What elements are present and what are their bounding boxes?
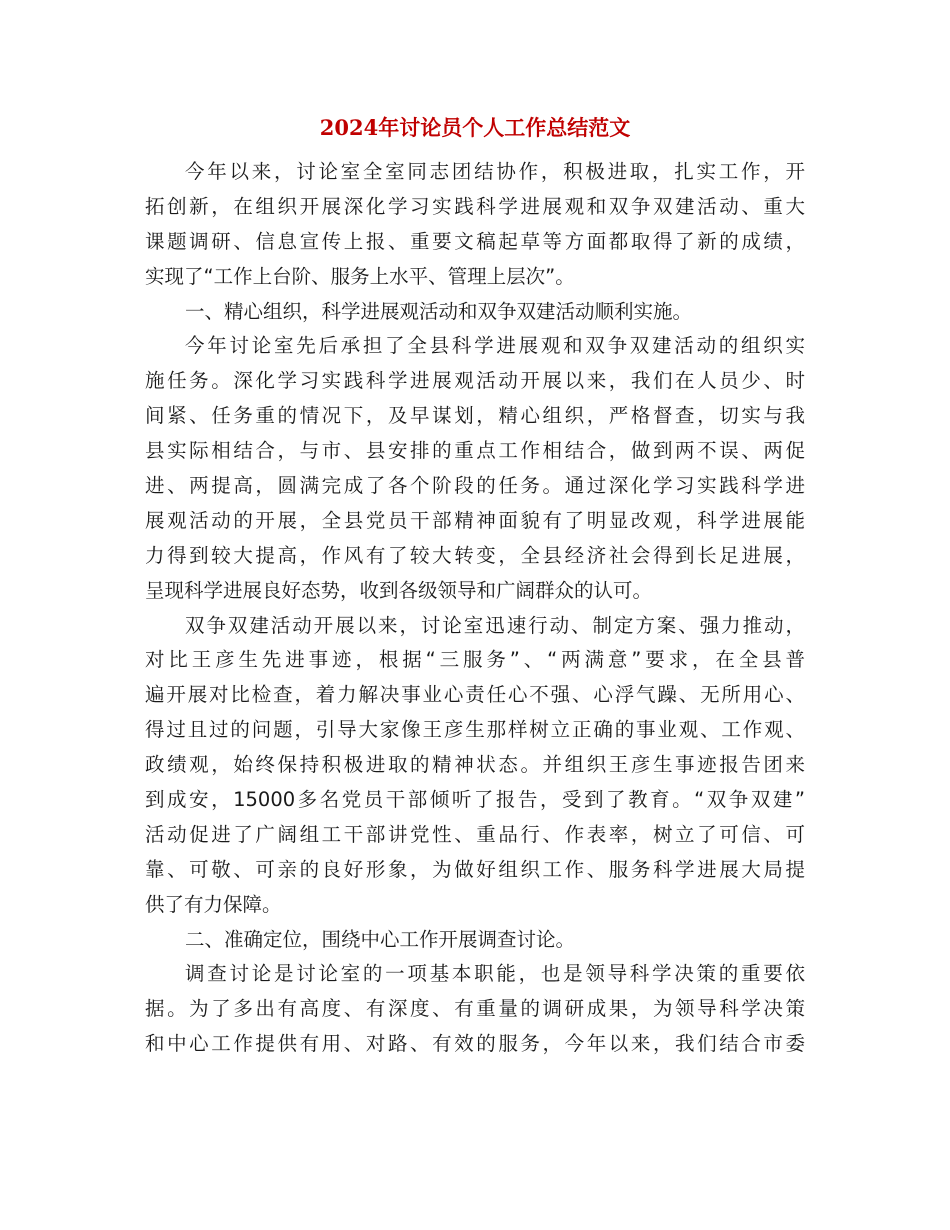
paragraph-line: 活动促进了广阔组工干部讲党性、重品行、作表率，树立了可信、可 — [145, 822, 805, 846]
paragraph-line: 今年以来，讨论室全室同志团结协作，积极进取，扎实工作，开 — [185, 160, 805, 183]
paragraph-line: 政绩观，始终保持积极进取的精神状态。并组织王彦生事迹报告团来 — [145, 753, 805, 777]
paragraph-line: 得过且过的问题，引导大家像王彦生那样树立正确的事业观、工作观、 — [145, 718, 805, 742]
paragraph-line: 供了有力保障。 — [145, 892, 282, 916]
paragraph-line: 课题调研、信息宣传上报、重要文稿起草等方面都取得了新的成绩， — [145, 229, 805, 253]
paragraph-line: 遍开展对比检查，着力解决事业心责任心不强、心浮气躁、无所用心、 — [145, 683, 805, 707]
document-title: 2024年讨论员个人工作总结范文 — [319, 115, 631, 140]
paragraph-line: 力得到较大提高，作风有了较大转变，全县经济社会得到长足进展， — [145, 543, 805, 567]
paragraph-line: 拓创新，在组织开展深化学习实践科学进展观和双争双建活动、重大 — [145, 194, 805, 218]
paragraph-line: 据。为了多出有高度、有深度、有重量的调研成果，为领导科学决策 — [145, 997, 805, 1021]
paragraph-line: 呈现科学进展良好态势，收到各级领导和广阔群众的认可。 — [145, 578, 653, 602]
paragraph-line: 间紧、任务重的情况下，及早谋划，精心组织，严格督查，切实与我 — [145, 404, 805, 428]
paragraph-line: 调查讨论是讨论室的一项基本职能，也是领导科学决策的重要依 — [185, 962, 805, 986]
paragraph-line: 到成安，15000多名党员干部倾听了报告，受到了教育。“双争双建” — [145, 788, 805, 812]
paragraph-line: 和中心工作提供有用、对路、有效的服务，今年以来，我们结合市委 — [145, 1032, 805, 1056]
section-heading: 一、精心组织，科学进展观活动和双争双建活动顺利实施。 — [185, 299, 693, 323]
paragraph-line: 双争双建活动开展以来，讨论室迅速行动、制定方案、强力推动， — [185, 613, 805, 637]
section-heading: 二、准确定位，围绕中心工作开展调查讨论。 — [185, 927, 576, 951]
paragraph-line: 实现了“工作上台阶、服务上水平、管理上层次”。 — [145, 264, 575, 288]
paragraph-line: 进、两提高，圆满完成了各个阶段的任务。通过深化学习实践科学进 — [145, 474, 805, 498]
paragraph-line: 展观活动的开展，全县党员干部精神面貌有了明显改观，科学进展能 — [145, 508, 805, 532]
paragraph-line: 对比王彦生先进事迹，根据“三服务”、“两满意”要求，在全县普 — [145, 648, 805, 672]
document-body — [145, 155, 805, 1062]
paragraph-line: 施任务。深化学习实践科学进展观活动开展以来，我们在人员少、时 — [145, 369, 805, 393]
paragraph-line: 今年讨论室先后承担了全县科学进展观和双争双建活动的组织实 — [185, 334, 805, 358]
paragraph-line: 靠、可敬、可亲的良好形象，为做好组织工作、服务科学进展大局提 — [145, 857, 805, 881]
paragraph-line: 县实际相结合，与市、县安排的重点工作相结合，做到两不误、两促 — [145, 439, 805, 463]
